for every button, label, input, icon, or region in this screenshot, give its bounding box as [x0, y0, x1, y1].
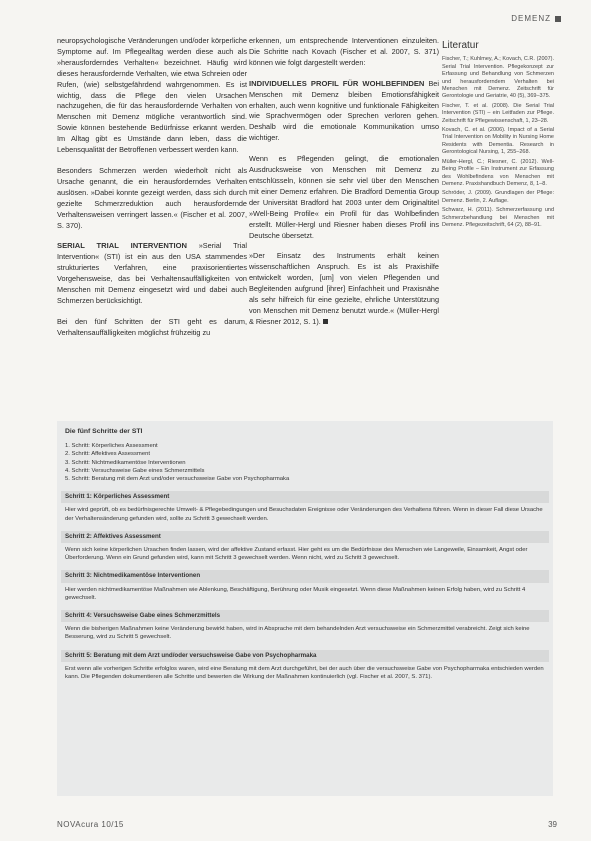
paragraph: erkennen, um entsprechende Interventionen einzuleiten. Die Schritte nach Kovach (Fischer et al. 2007, S. 371) können wie folgt dargestellt werden: [249, 36, 439, 67]
step-text: Wenn sich keine körperlichen Ursachen finden lassen, wird der affektive Zustand erfasst. Hier geht es um die Bedürfnisse des Menschen wie Langeweile, Einsamkeit, Angst oder Überforderung. Wenn ein Grund gefunden wird, kann mit Schritt 3 gewechselt werden. Wenn nicht, wird zu Schritt 3 gewechselt. [65, 547, 528, 562]
reference-item: Schwarz, H. (2011). Schmerzerfassung und Schmerzbehandlung bei Menschen mit Demenz. Pflegezeitschrift, 64 (2), 88–91. [442, 207, 554, 228]
step-heading: Schritt 1: Körperliches Assessment [61, 491, 549, 503]
box-title: Die fünf Schritte der STI [65, 428, 143, 435]
subheading: INDIVIDUELLES PROFIL FÜR WOHLBEFINDEN [249, 78, 425, 88]
footer-publication: NOVAcura 10/15 [57, 820, 124, 829]
paragraph: Wenn es Pflegenden gelingt, die emotionalen Ausdrucksweise von Menschen mit Demenz zu entschlüsseln, können sie sehr viel über den Menschen mit einer Demenz erfahren. Die Bradford Dementia Group der Universität Bradford hat 2003 unter dem Originaltitel »Well-Being Profile« ein Profil für das Wohlbefinden erstellt. Müller-Hergl und Riesner haben dieses Profil ins Deutsche übersetzt. [249, 154, 439, 240]
step-heading: Schritt 3: Nichtmedikamentöse Interventionen [61, 570, 549, 582]
list-item: 5. Schritt: Beratung mit dem Arzt und/oder versuchsweise Gabe von Psychopharmaka [65, 476, 290, 483]
step-text: Hier werden nichtmedikamentöse Maßnahmen wie Ablenkung, Beschäftigung, Berührung oder Musik eingesetzt. Wenn diese Maßnahmen keinen Erfolg haben, wird zu Schritt 4 gewechselt. [65, 586, 526, 601]
list-item: 2. Schritt: Affektives Assessment [65, 451, 151, 458]
reference-item: Fischer, T. et al. (2008). Die Serial Trial Intervention (STI) – ein Leitfaden zur Pflege. Zeitschrift für Pflegewissenschaft, 1, 23–28. [442, 102, 554, 124]
step-text: Wenn die bisherigen Maßnahmen keine Veränderung bewirkt haben, wird in Absprache mit dem behandelnden Arzt versuchsweise ein Schmerzmittel verabreicht. Zeigt sich keine Besserung, wird zu Schritt 5 gewechselt. [65, 626, 530, 641]
step-heading: Schritt 4: Versuchsweise Gabe eines Schmerzmittels [61, 610, 549, 622]
text-column-1 [57, 36, 247, 349]
paragraph: Besonders Schmerzen werden wiederholt nicht als Ursache genannt, die ein herausforderndes Verhalten auslösen. »Dabei konnte gezeigt werden, dass sich durch gezielte Schmerzreduktion auch herausfordernde Verhaltensweisen verringert lassen.« (Fischer et al. 2007, S. 370). [57, 165, 247, 230]
reference-item: Müller-Hergl, C.; Riesner, C. (2012). Well-Being Profile – Ein Instrument zur Erfassung des Wohlbefindens von Menschen mit Demenz. Praxishandbuch Demenz, 8, 1–8. [442, 158, 554, 187]
subheading: SERIAL TRIAL INTERVENTION [57, 241, 187, 251]
reference-item: Kovach, C. et al. (2006). Impact of a Serial Trial Intervention on Mobility in Nursing Home Residents with Dementia. Research in Gerontological Nursing, 1, 255–268. [442, 127, 554, 156]
section-header [511, 14, 561, 23]
step-heading: Schritt 2: Affektives Assessment [61, 531, 549, 543]
sti-steps-box [57, 421, 553, 796]
paragraph [249, 79, 439, 144]
list-item: 4. Schritt: Versuchsweise Gabe eines Schmerzmittels [65, 467, 205, 474]
paragraph-text: »Serial Trial Intervention« (STI) ist ein aus den USA stammendes strukturiertes Verfahren, eine praxisorientiertes Vorgehensweise, das bei Verhaltensauffälligkeiten von Menschen mit Demenz eingesetzt wird und dabei auch Schmerzen berücksichtigt. [57, 241, 247, 305]
text-column-2 [249, 36, 439, 338]
references-title: Literatur [442, 40, 479, 51]
paragraph-text: Bei Menschen mit Demenz bleiben Emotionsfähigkeit erhalten, auch wenn kognitive und funktionale Fähigkeiten wie Sprachvermögen oder Sprechen verloren gehen. Deshalb wird die emotionale Kommunikation umso wichtiger. [249, 78, 439, 143]
step-heading: Schritt 5: Beratung mit dem Arzt und/oder versuchsweise Gabe von Psychopharmaka [61, 650, 549, 662]
paragraph-text: »Der Einsatz des Instruments erhält keinen wissenschaftlichen Anspruch. Es ist als Praxishilfe entwickelt worden, [um] von vielen Pflegenden und Begleitenden aufgrund [ihrer] Einfachheit und Praxisnähe als sehr hilfreich für eine gezielte, ehrliche Unterstützung von Menschen mit Demenz benutzt wurde.« (Müller-Hergl & Riesner 2012, S. 1). [249, 251, 439, 326]
paragraph [249, 251, 439, 327]
reference-item: Schröder, J. (2009). Grundlagen der Pflege: Demenz. Berlin, 2. Auflage. [442, 190, 554, 204]
step-text: Hier wird geprüft, ob es bedürfnisgerechte Umwelt- & Pflegebedingungen und Besuchsdaten Ereignisse oder Veränderungen des Verhaltens führen. Wenn in dieser Fall diese Ursache der Verhaltensänderung gefunden wird, sollte zu Schritt 3 gewechselt werden. [65, 507, 543, 522]
section-square-icon [555, 16, 561, 22]
section-title: DEMENZ [511, 14, 551, 23]
step-text: Erst wenn alle vorherigen Schritte erfolglos waren, wird eine Beratung mit dem Arzt durchgeführt, bei der auch über die versuchsweise Gabe von Psychopharmaka entschieden werden kann. Die Pflegenden dokumentieren alle Schritte und bewerten die Wirkung der Maßnahmen kontinuierlich (vgl. Fischer et al. 2007, S. 371). [65, 665, 544, 681]
reference-item: Fischer, T.; Kuhlmey, A.; Kovach, C.R. (2007). Serial Trial Intervention. Pflegekonzept zur Erfassung und Behandlung von Schmerzen und herausforderndem Verhalten bei Menschen mit Demenz. Zeitschrift für Gerontologie und Geriatrie, 40 (5), 369–375. [442, 56, 554, 100]
end-mark-icon [323, 319, 328, 324]
list-item: 3. Schritt: Nichtmedikamentöse Interventionen [65, 459, 186, 466]
page-number: 39 [548, 820, 557, 829]
paragraph: Bei den fünf Schritten der STI geht es darum, Verhaltensauffälligkeiten möglichst frühzeitig zu [57, 316, 247, 337]
list-item: 1. Schritt: Körperliches Assessment [65, 443, 158, 450]
paragraph: neuropsychologische Veränderungen und/oder körperliche Symptome auf. Im Pflegealltag werden diese auch als »herausforderndes Verhalten« bezeichnet. Häufig wird dieses herausfordernde Verhalten, wie etwa Schreien oder Rufen, (wie) selbstgefährdend wahrgenommen. Es ist wichtig, dass die Pflege den vielen Ursachen nachzugehen, die für das herausfordernde Verhalten von Menschen mit Demenz mögliche verantwortlich sind. Sowie können bestehende Bedürfnisse erkannt werden. Im Alltag gibt es Umstände dann leben, dass die Lebensqualität der Betroffenen verbessert werden kann. [57, 36, 247, 155]
steps-list [65, 442, 545, 483]
references-column [442, 36, 554, 231]
paragraph [57, 241, 247, 306]
